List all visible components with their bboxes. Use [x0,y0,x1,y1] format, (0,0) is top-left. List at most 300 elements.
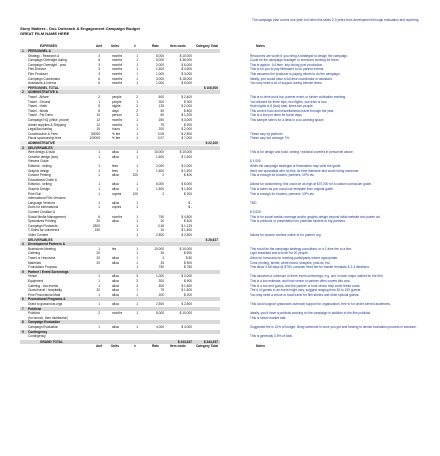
cell-num: 9 [22,329,24,334]
cell-unit: % fee [112,131,121,136]
cell-x: 1 [136,251,138,256]
cell-unit: fees [112,168,119,173]
line-item-note: This assumes the producer is paying others to do the campaign. [250,72,341,76]
cell-rate: 2,000 [156,62,164,67]
sheet-title: Story Matters - Doc Outreach & Engagement Campaign Budget [20,26,140,31]
cell-cost: $ 10,000 [179,53,192,58]
cell-label: Viewers Guide [28,159,49,164]
cell-rate: 1,000 [156,72,164,76]
cell-label: Video Content [28,233,49,237]
cell-unit: allow [112,260,120,265]
cell-rate: 6,000 [156,182,164,187]
line-item-row [20,113,428,117]
cell-rate: 1,000 [156,274,164,279]
cell-rate: 125 [158,104,164,109]
line-item-row [20,123,428,127]
line-item-note: This is generally 3-5% of total. [250,334,293,339]
line-item-note: $ 9,525 [250,210,261,214]
cell-rate: 1,000 [156,81,164,86]
cell-x: 1 [136,219,138,224]
cell-rate: 2,500 [156,302,164,306]
cell-amt: 20 [96,251,100,256]
cell-x: 1 [136,265,138,270]
line-item-row [20,100,428,104]
line-item-row [20,155,428,159]
cell-x: 1 [136,99,138,104]
cell-cost: $ 3,000 [181,274,192,279]
line-item-note: This is printouts or presentation for potential funders or big partners. [250,219,346,224]
cell-unit: allow [112,292,120,297]
cell-cost: $ 2,500 [181,131,192,136]
line-item-note: This sample rate is for a desk in a co-working space. [250,118,325,122]
line-item-note: This is enough for funders, partners, VIPs etc. [250,191,315,196]
cell-section-name: Partner / Event Screenings [28,269,69,274]
cell-x: 1 [136,131,138,136]
line-item-note: This is a low-end guess, and the partner or host venue may cover these costs. [250,283,361,288]
line-item-row [20,219,428,223]
cell-label: Campaign Oversight - post [28,62,66,67]
cell-rate: 4 [162,256,164,260]
cell-amt: 10 [96,113,100,118]
cell-unit: months [112,72,123,76]
cell-x: 1 [136,187,138,191]
cell-num: 4 [22,242,24,247]
cell-rate: 200 [158,292,164,297]
line-item-note: $ 4,000 [250,159,261,164]
cell-unit: nights [112,104,121,109]
cell-label: Venue [28,274,38,279]
cell-unit: allow [112,283,120,288]
line-item-note: You may need a lot of support during intense times. [250,81,323,86]
cell-cost: $ 7,000 [181,136,192,141]
cell-label: Publicist [28,311,40,316]
cell-amt: 1 [98,99,100,104]
cell-grand-total-label: GRAND TOTAL [40,339,63,344]
cell-cost: $ 3,000 [181,118,192,122]
cell-amt: 3 [98,67,100,72]
cell-amt: 1 [98,274,100,279]
cell-cost: $ 1,500 [181,168,192,173]
line-item-row [20,251,428,255]
cell-unit: allow [112,182,120,187]
line-item-row [20,150,428,154]
cell-rate: 2 [162,173,164,178]
line-item-row [20,224,428,228]
line-item-row [20,192,428,196]
cell-label: Film Director [28,67,47,72]
line-item-note: Resources are worth it: you bring a strategist to design the campaign. [250,53,348,58]
cell-amt: 1 [98,150,100,155]
col-rate: Rate [152,44,159,48]
cell-amt [80,334,100,338]
cell-cost: $ - [188,205,192,210]
cell-amt: 2500 [92,223,100,228]
line-item-row [20,169,428,173]
cell-section-name: Campaign Evaluation [28,320,61,325]
cell-amt: 6 [98,76,100,81]
section-header-row [20,90,220,94]
cell-label: Social Media Management [28,214,66,219]
line-item-row [20,205,428,209]
cell-total-label: PERSONNEL TOTAL [28,85,59,90]
cell-label: Foundation Proposal [28,265,58,270]
cell-rate: 4,000 [156,325,164,329]
cell-unit: copies [112,205,122,210]
cell-amt: 1 [98,279,100,283]
cell-cost: $ 900 [184,279,192,283]
cell-cost: $ 1,500 [181,228,192,233]
cell-x [118,159,138,163]
cell-x: 1 [136,154,138,159]
cell-label: Guest travel / hospitality [28,288,63,293]
cell-amt: 12 [96,122,100,127]
line-item-row [20,67,428,71]
cell-label: Admin supplies & Shipping [28,122,66,127]
cell-unit: months [112,81,123,86]
section-header-row [20,307,220,311]
cell-section-name: Promotional Programs & [28,297,66,302]
cell-amt: 12 [96,118,100,122]
cell-num: 1 [22,49,24,53]
cell-rate: 8,000 [156,53,164,58]
cell-x: 1 [136,256,138,260]
cell-rate: 500 [158,283,164,288]
cell-label: Specialized Printing [28,219,56,224]
cell-x [118,316,138,320]
cell-amt: 1 [98,200,100,205]
cell-section-name: Contingency [28,329,48,334]
col-item-costs: Item costs [170,44,186,48]
cell-total: $ 106,500 [203,85,218,90]
cell-x: 1 [136,214,138,219]
cell-x [118,178,138,182]
cell-amt: 50000 [91,131,100,136]
cell-unit: days [112,108,119,113]
cell-cost: $ 4,500 [181,214,192,219]
cell-unit: months [112,67,123,72]
line-item-row [20,187,428,191]
line-item-note: These vary by platform. [250,131,284,136]
cell-section-name: ADMINISTRATIVE & [28,90,59,95]
line-item-row [20,233,428,237]
line-item-note: The # of guests in an event might vary; suggest ranging from 50 to 150 guests. [250,288,362,293]
cell-rate [144,210,164,214]
cell-cost: $ 500 [184,260,192,265]
cell-rate: 0.05 [157,131,164,136]
cell-rate [144,205,164,209]
cell-rate: 3,000 [156,76,164,81]
cell-label: Graphic Design [28,187,50,191]
section-total-row [20,238,220,242]
line-item-note: Could be the campaign manager or someone working for them. [250,58,340,63]
line-item-note: This is below market rate. [250,315,287,320]
cell-amt: 20 [96,256,100,260]
cell-amt: 150 [94,228,100,233]
sheet-subtitle: GREAT FILM NAME HERE [20,31,70,36]
cell-amt [80,196,100,200]
cell-amt: 100000 [89,136,100,141]
cell-x: 1 [136,292,138,297]
cell-num: 8 [22,320,24,325]
cell-cost: $ 1,500 [181,154,192,159]
cell-x: 1 [136,260,138,265]
line-item-row [20,274,428,278]
line-item-row [20,196,428,200]
cell-unit: fees [112,164,119,168]
cell-amt: 3 [98,53,100,58]
line-item-row [20,118,428,122]
cell-x: 1 [136,67,138,72]
cell-unit: allow [112,274,120,279]
cell-label: Fiscal sponsorship fees [28,136,62,141]
line-item-row [20,54,428,58]
cell-cost: $ 6,000 [181,81,192,86]
cell-cost: $ 80 [185,256,192,260]
line-item-row [20,159,428,163]
cell-unit: person [112,113,122,118]
line-item-row [20,109,428,113]
cell-amt: 8 [98,108,100,113]
cell-rate [144,334,164,338]
cell-unit: allow [112,256,120,260]
cell-rate: 750 [158,214,164,219]
col-category-total: Category Total [196,44,219,48]
line-item-note: This could support grassroots outreach support for organization, free to for under-served audiences. [250,302,391,306]
cell-label: Campaign Oversight during [28,58,67,63]
cell-cost: $ 2,000 [181,127,192,132]
cell-rate: 2,000 [156,164,164,168]
line-item-note: This is a low estimate, and host venue or partner often covers this cost. [250,279,351,283]
cell-x [118,196,138,200]
cell-cost: $ 10,000 [179,311,192,316]
cell-x: 1 [136,127,138,132]
cell-amt: 1 [98,168,100,173]
section-header-row [20,49,220,53]
cell-rate: 0.45 [157,223,164,228]
cell-x: 1 [136,246,138,251]
cell-label: International Film Versions [28,196,66,201]
cell-amt: 1 [98,191,100,196]
cell-rate: 750 [158,265,164,270]
line-item-note: This is enough for funders, partners, VIPs etc. [250,173,315,178]
cell-cost: $ 400 [184,173,192,178]
line-item-row [20,164,428,168]
cell-x: 1 [136,168,138,173]
cell-unit: months [112,122,123,127]
line-item-note: Color printing, binder, white board, sharpies, post-its, etc. [250,260,331,265]
cell-label: Print Promotional Mats [28,292,61,297]
cell-x: 1 [136,150,138,155]
cell-amt: 1 [98,154,100,159]
cell-label: Creative design (two) [28,154,59,159]
cell-amt: 1 [98,182,100,187]
cell-section-name: DELIVERABLES [28,145,53,150]
line-item-note: While the campaign strategist or filmmakers may write the guide. [250,164,342,168]
cell-amt: 1 [98,283,100,288]
cell-amt [80,178,100,182]
cell-amt: 3 [98,62,100,67]
cell-x: 1 [136,81,138,86]
cell-rate: 60 [160,113,164,118]
line-item-note: Allow for honoraria for meeting participants where appropriate. [250,256,339,260]
cell-label: Print Run [28,191,42,196]
cell-label: Educational Guide & [28,177,58,182]
cell-x: 1 [136,311,138,316]
cell-rate: 75 [160,122,164,127]
cell-amt: 10 [96,127,100,132]
cell-cost: $ 1,500 [181,283,192,288]
line-item-note: Allows for custom content online or for partner org. [250,233,322,237]
cell-cost [172,196,192,200]
footer-column-row [20,344,428,348]
cell-amt: 6 [98,58,100,63]
cell-label: Campaign HQ (office, phone) [28,118,70,122]
cell-amt: 20 [96,260,100,265]
cell-cost: $ 18,000 [179,76,192,81]
line-item-note: Suggested fee is 10% of budget. Bring someone in once you get and funding to devise evaluation process in advance. [250,325,417,329]
section-header-row [20,270,220,274]
cell-cost: $ 500 [184,251,192,256]
cell-num: 5 [22,269,24,274]
cell-total: $ 22,100 [205,141,218,145]
cell-num: 7 [22,306,24,311]
cell-rate [144,201,164,205]
line-item-note: You allowed for three trips, two flights, one train or bus. [250,99,328,104]
line-item-row [20,72,428,76]
line-item-row [20,210,428,214]
cell-cost [172,178,192,182]
cell-cost [172,316,192,320]
cell-cost: $ 750 [184,265,192,270]
cell-unit: allow [112,219,120,224]
cell-x: 1 [136,62,138,67]
cell-x: 1 [136,200,138,205]
cell-x: 200 [132,173,138,178]
cell-cost: $ 1,200 [181,113,192,118]
cell-num: 6 [22,297,24,302]
cell-label: Catering - low-events [28,283,59,288]
cell-rate [144,178,164,182]
line-item-note: This could be the campaign strategy consultant, or a 1-time fee to a firm. [250,246,353,251]
cell-rate: 250 [158,118,164,122]
cell-label: Travel - Airfare [28,95,49,99]
section-header-row [20,242,220,246]
cell-amt [80,210,100,214]
line-item-note: Allows for customizing, this could be as high at $70,000 for a custom curriculum guide. [250,182,372,187]
cell-cost: $ 1,125 [181,223,192,228]
cell-amt: 1 [98,325,100,329]
col-amt: Amt [96,44,103,48]
cell-section-name: Development Partners & [28,242,66,247]
cell-rate: 1,500 [156,67,164,72]
section-header-row [20,320,220,324]
cell-rate: 200 [158,127,164,132]
cell-rate: 25 [160,251,164,256]
cell-unit: months [112,62,123,67]
cell-rate: 5,000 [156,311,164,316]
cell-section-name: PERSONNEL & [28,49,51,53]
line-item-row [20,58,428,62]
cell-unit: allow [112,187,120,191]
cell-grand-total-total: $ 244,337 [203,339,218,344]
cell-unit: people [112,95,122,99]
cell-unit: allow [112,325,120,329]
line-item-row [20,215,428,219]
cell-x: 1 [136,76,138,81]
cell-x [118,210,138,214]
cell-amt: 20 [96,288,100,293]
line-item-row [20,201,428,205]
cell-label: Equipment [28,279,44,283]
line-item-row [20,279,428,283]
cell-unit: months [112,214,123,219]
cell-label: Language Versions [28,200,56,205]
line-item-row [20,247,428,251]
cell-rate: 300 [158,279,164,283]
cell-rate: 1,500 [156,187,164,191]
line-item-note: there are specialists who do this, its time intensive and worth hiring someone. [250,168,360,173]
cell-x: 1 [136,118,138,122]
line-item-row [20,104,428,108]
cell-amt [80,316,100,320]
line-item-row [20,81,428,85]
cell-label: Grant to grassroots orgs [28,302,63,306]
cell-unit: months [112,311,123,316]
line-item-note: This is approx. 1/4 time, key during post production. [250,62,323,67]
cell-unit: allow [112,288,120,293]
cell-unit: months [112,53,123,58]
cell-rate: 2,500 [156,233,164,237]
line-item-row [20,63,428,67]
cell-cost: $ 2,000 [181,104,192,109]
cell-unit: allow [112,173,120,178]
cell-rate: 75 [160,288,164,293]
cell-rate [144,196,164,200]
cell-unit: copies [112,191,122,196]
line-item-row [20,302,428,306]
cell-total: $ 28,627 [205,237,218,242]
cell-label: Catering [28,251,41,256]
cell-amt: 1 [98,292,100,297]
cell-x [118,334,138,338]
cell-rate: 20 [160,219,164,224]
intro-note: The campaign plan covers one year, but often this takes 2-3 years from development through evaluation and reporting. [252,18,420,22]
cell-x: 2 [136,104,138,109]
cell-cost: $ 4,000 [181,325,192,329]
cell-label: Campaign Evaluation [28,325,59,329]
line-item-row [20,173,428,177]
cell-unit: months [112,76,123,81]
cell-rate [144,316,164,320]
cell-amt: 20 [96,219,100,224]
cell-amt: 2 [98,95,100,99]
line-item-row [20,311,428,315]
cell-cost: $ 1,500 [181,288,192,293]
cell-x: 3 [136,283,138,288]
cell-label: Legal/Accounting [28,127,53,132]
cell-x: 1 [136,205,138,210]
cell-x: 1 [136,136,138,141]
cell-cost: $ 800 [184,108,192,113]
line-item-note: Ideally, you'd have a publicist working on the campaign in addition to the film publicist. [250,311,371,316]
line-item-row [20,228,428,232]
cell-cost: $ - [188,200,192,205]
line-item-row [20,132,428,136]
cell-footer-col-3: Rate [152,344,159,349]
cell-cost: $ 6,000 [181,182,192,187]
cell-unit: fee [112,246,117,251]
line-item-note: You may need a venue or local travel for film stories and other special guests. [250,292,360,297]
